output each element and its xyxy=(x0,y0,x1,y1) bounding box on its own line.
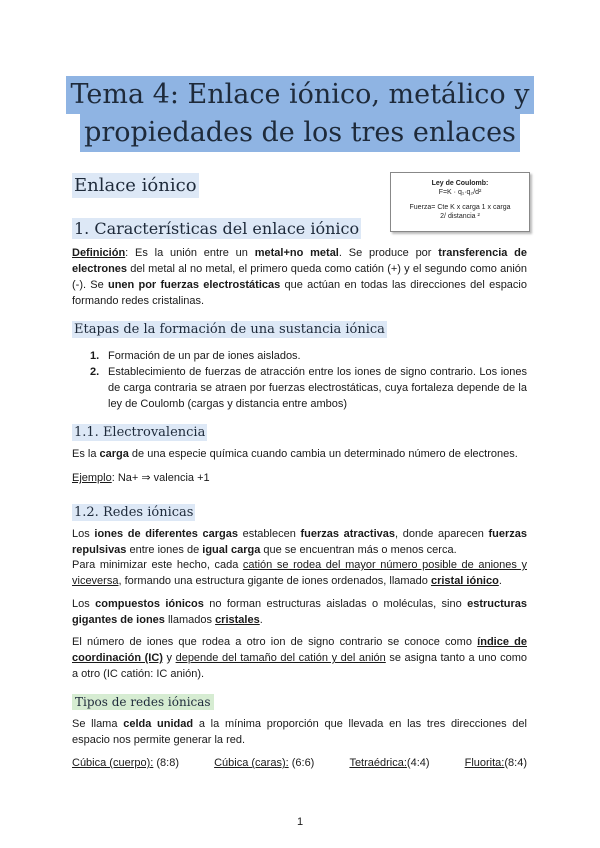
text: que se encuentran más o menos cerca. xyxy=(260,544,457,556)
page-title-line-1: Tema 4: Enlace iónico, metálico y xyxy=(66,76,533,114)
coulomb-law-box xyxy=(390,172,530,232)
heading-redes-ionicas: 1.2. Redes iónicas xyxy=(74,505,194,520)
bold-text: fuerzas repulsivas xyxy=(72,528,528,556)
bold-text: metal+no metal xyxy=(254,247,339,259)
text: a la mínima proporción que llevada en las tres direcciones del espacio nos permite generar la red. xyxy=(72,718,527,746)
text: establecen xyxy=(237,528,301,540)
unit-cell-types xyxy=(72,757,527,769)
text: de una especie química cuando cambia un determinado número de electrones. xyxy=(128,448,518,460)
redes-paragraph-4 xyxy=(72,634,527,682)
text: entre iones de xyxy=(126,544,203,556)
title-line-1-wrap xyxy=(0,76,600,114)
coulomb-explanation-b: 2/ distancia ² xyxy=(440,213,480,220)
text: , donde aparecen xyxy=(395,528,489,540)
bold-text: transferencia de electrones xyxy=(72,247,528,275)
bold-text: fuerzas atractivas xyxy=(300,528,396,540)
text: Los xyxy=(72,528,95,540)
text: . Se produce por xyxy=(338,247,439,259)
page-number: 1 xyxy=(296,816,304,828)
cell-label: Cúbica (cuerpo): xyxy=(72,757,154,769)
section-heading-enlace-ionico: Enlace iónico xyxy=(74,175,197,196)
text: se asigna tanto a uno como a otro (IC catión: IC anión). xyxy=(72,652,527,680)
list-text: Establecimiento de fuerzas de atracción entre los iones de signo contrario. Los iones de carga contraria se atraen por fuerzas electrostáticas, cuya fortaleza depende de la ley de Coulomb (cargas y distancia entre ambos) xyxy=(108,366,527,410)
coulomb-heading: Ley de Coulomb: xyxy=(431,180,489,187)
text: no forman estructuras aisladas o moléculas, sino xyxy=(203,598,468,610)
text: . xyxy=(259,614,263,626)
list-item xyxy=(90,348,527,364)
subsection-heading-caracteristicas: 1. Características del enlace iónico xyxy=(74,219,360,238)
text: Se llama xyxy=(72,718,124,730)
bold-text: carga xyxy=(99,448,129,460)
coulomb-explanation-a: Fuerza= Cte K x carga 1 x carga xyxy=(409,204,511,211)
cell-type-tetraedrica xyxy=(349,757,429,769)
text: Los xyxy=(72,598,96,610)
text: llamados xyxy=(164,614,216,626)
ejemplo-label: Ejemplo xyxy=(72,472,112,484)
ejemplo-paragraph xyxy=(72,470,527,486)
cell-type-fluorita xyxy=(465,757,527,769)
redes-paragraph-3 xyxy=(72,596,527,628)
bold-text: celda unidad xyxy=(123,718,194,730)
bold-text: unen por fuerzas electrostáticas xyxy=(107,279,281,291)
text: y xyxy=(162,652,176,664)
etapas-list xyxy=(90,348,527,412)
coulomb-formula: F=K · q₁·q₂/d² xyxy=(438,189,482,196)
bold-text: estructuras gigantes de iones xyxy=(72,598,528,626)
text: : Es la unión entre un xyxy=(125,247,255,259)
underlined-text: catión se rodea del mayor número posible de aniones y viceversa xyxy=(72,559,527,587)
text: : Na+ ⇒ valencia +1 xyxy=(111,472,210,484)
text: , formando una estructura gigante de iones ordenados, llamado xyxy=(118,575,431,587)
text: . xyxy=(498,575,502,587)
electrovalencia-paragraph xyxy=(72,446,527,462)
heading-tipos-redes: Tipos de redes iónicas xyxy=(72,694,214,710)
bold-underlined-text: cristal iónico xyxy=(430,575,499,587)
redes-paragraph-2 xyxy=(72,557,527,589)
cell-value: (6:6) xyxy=(288,757,315,769)
bold-underlined-text: índice de coordinación (IC) xyxy=(72,636,527,664)
list-number: 2. xyxy=(90,366,100,378)
cell-value: (4:4) xyxy=(406,757,430,769)
list-item xyxy=(90,364,527,412)
heading-etapas: Etapas de la formación de una sustancia iónica xyxy=(74,322,385,337)
text: El número de iones que rodea a otro ion de signo contrario se conoce como xyxy=(72,636,478,648)
definition-paragraph xyxy=(72,245,527,309)
cell-type-cubica-caras xyxy=(214,757,314,769)
cell-label: Cúbica (caras): xyxy=(214,757,289,769)
definition-label: Definición xyxy=(72,247,126,259)
cell-label: Fluorita: xyxy=(464,757,505,769)
cell-label: Tetraédrica: xyxy=(349,757,407,769)
text: del metal al no metal, el primero queda como catión (+) y el segundo como anión (-). Se xyxy=(72,263,527,291)
text: Para minimizar este hecho, cada xyxy=(72,559,243,571)
list-text: Formación de un par de iones aislados. xyxy=(108,350,301,362)
underlined-text: depende del tamaño del catión y del anión xyxy=(175,652,386,664)
cell-value: (8:8) xyxy=(153,757,180,769)
bold-text: compuestos iónicos xyxy=(95,598,204,610)
list-number: 1. xyxy=(90,350,100,362)
text: que actúan en todas las direcciones del espacio formando redes cristalinas. xyxy=(72,279,527,307)
cell-type-cubica-cuerpo xyxy=(72,757,179,769)
title-line-2-wrap xyxy=(0,114,600,152)
bold-underlined-text: cristales xyxy=(215,614,260,626)
heading-electrovalencia: 1.1. Electrovalencia xyxy=(74,425,206,440)
page-title-line-2: propiedades de los tres enlaces xyxy=(80,114,520,152)
cell-value: (8:4) xyxy=(504,757,527,769)
tipos-paragraph xyxy=(72,716,527,748)
text: Es la xyxy=(72,448,100,460)
bold-text: igual carga xyxy=(202,544,261,556)
bold-text: iones de diferentes cargas xyxy=(94,528,238,540)
redes-paragraph-1 xyxy=(72,526,527,558)
